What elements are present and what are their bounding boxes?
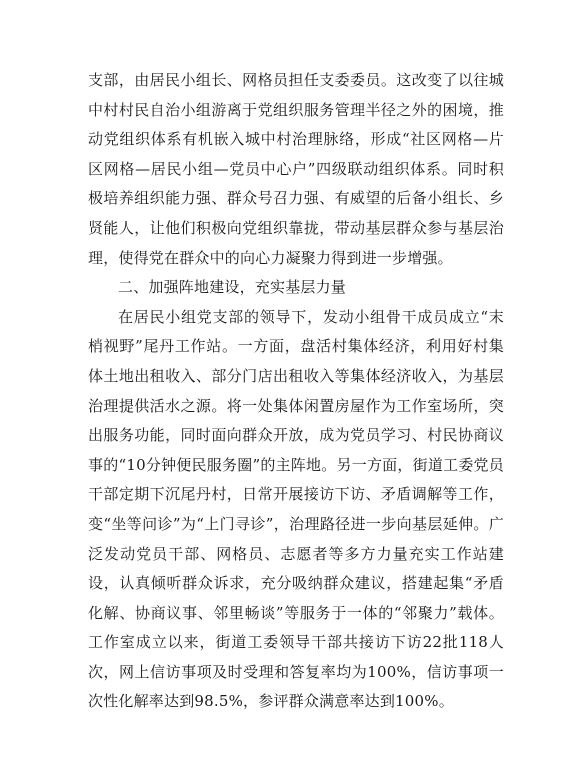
document-page [88,66,504,717]
paragraph-workstation: 在居民小组党支部的领导下，发动小组骨干成员成立“末梢视野”尾丹工作站。一方面，盘活村集体经济，利用好村集体土地出租收入、部分门店出租收入等集体经济收入，为基层治理提供活水之源。将一处集体闲置房屋作为工作室场所，突出服务功能，同时面向群众开放，成为党员学习、村民协商议事的“10分钟便民服务圈”的主阵地。另一方面，街道工委党员干部定期下沉尾丹村，日常开展接访下访、矛盾调解等工作，变“坐等问诊”为“上门寻诊”，治理路径进一步向基层延伸。广泛发动党员干部、网格员、志愿者等多方力量充实工作站建设，认真倾听群众诉求，充分吸纳群众建议，搭建起集“矛盾化解、协商议事、邻里畅谈”等服务于一体的“邻聚力”载体。工作室成立以来，街道工委领导干部共接访下访22批118人次，网上信访事项及时受理和答复率均为100%，信访事项一次性化解率达到98.5%，参评群众满意率达到100%。 [88,307,504,711]
section-heading: 二、加强阵地建设，充实基层力量 [118,278,347,297]
paragraph-party-branch: 支部，由居民小组长、网格员担任支委委员。这改变了以往城中村村民自治小组游离于党组织服务管理半径之外的困境，推动党组织体系有机嵌入城中村治理脉络，形成“社区网格—片区网格—居民小组—党员中心户”四级联动组织体系。同时积极培养组织能力强、群众号召力强、有威望的后备小组长、乡贤能人，让他们积极向党组织靠拢，带动基层群众参与基层治理，使得党在群众中的向心力凝聚力得到进一步增强。 [88,71,504,267]
